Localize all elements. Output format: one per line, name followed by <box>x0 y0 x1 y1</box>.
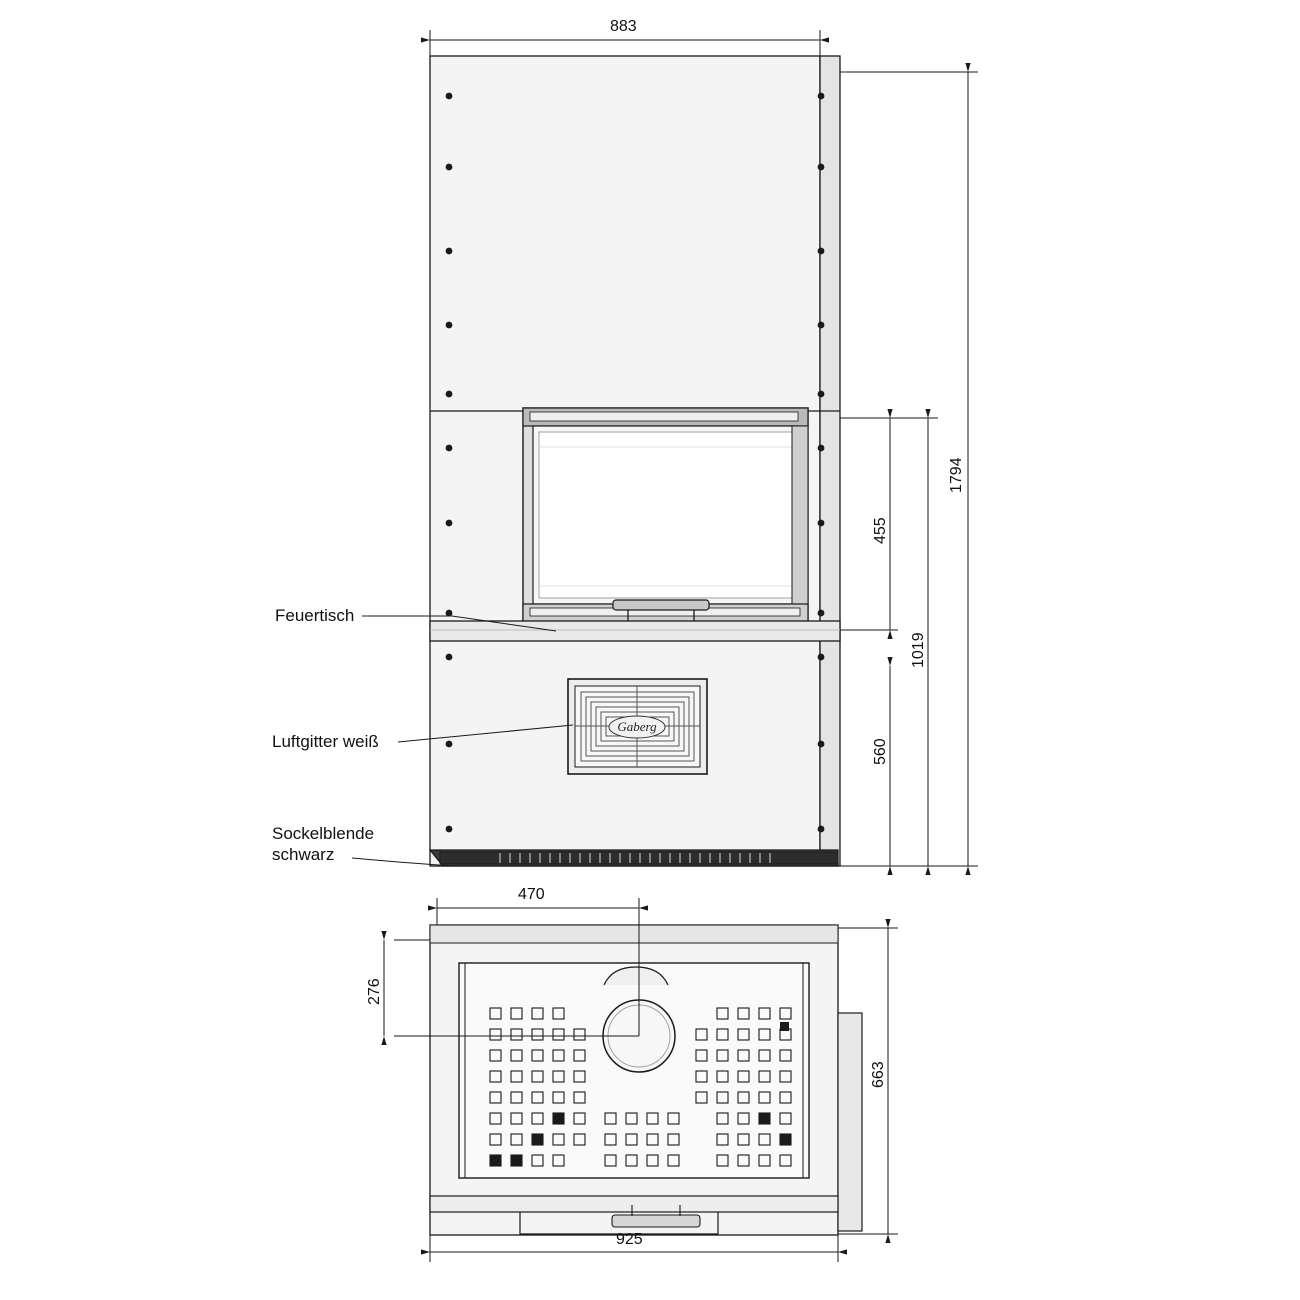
callout-sockelblende-line2: schwarz <box>272 845 335 864</box>
dimension-lower-height: 560 <box>872 738 889 765</box>
dimension-top-depth-front: 276 <box>366 978 383 1005</box>
callout-luftgitter-weiss <box>272 731 379 752</box>
front-view-group <box>430 56 840 866</box>
dimension-total-height: 1794 <box>948 457 965 493</box>
callout-feuertisch-label: Feuertisch <box>275 606 355 625</box>
callout-luftgitter-label: Luftgitter weiß <box>272 732 379 751</box>
dimension-window-height: 455 <box>872 517 889 544</box>
callout-feuertisch <box>275 605 354 626</box>
callout-sockelblende-line1: Sockelblende <box>272 824 375 843</box>
dimension-front-width: 883 <box>610 18 637 35</box>
dimension-mid-height: 1019 <box>910 632 927 668</box>
top-view-group <box>430 925 862 1235</box>
dimension-top-overall-width: 925 <box>616 1231 643 1248</box>
dimension-top-depth-total: 663 <box>870 1061 887 1088</box>
svg-text:Gaberg: Gaberg <box>617 719 657 734</box>
callout-sockelblende-schwarz <box>272 823 374 865</box>
dimension-top-inner-width: 470 <box>518 886 545 903</box>
